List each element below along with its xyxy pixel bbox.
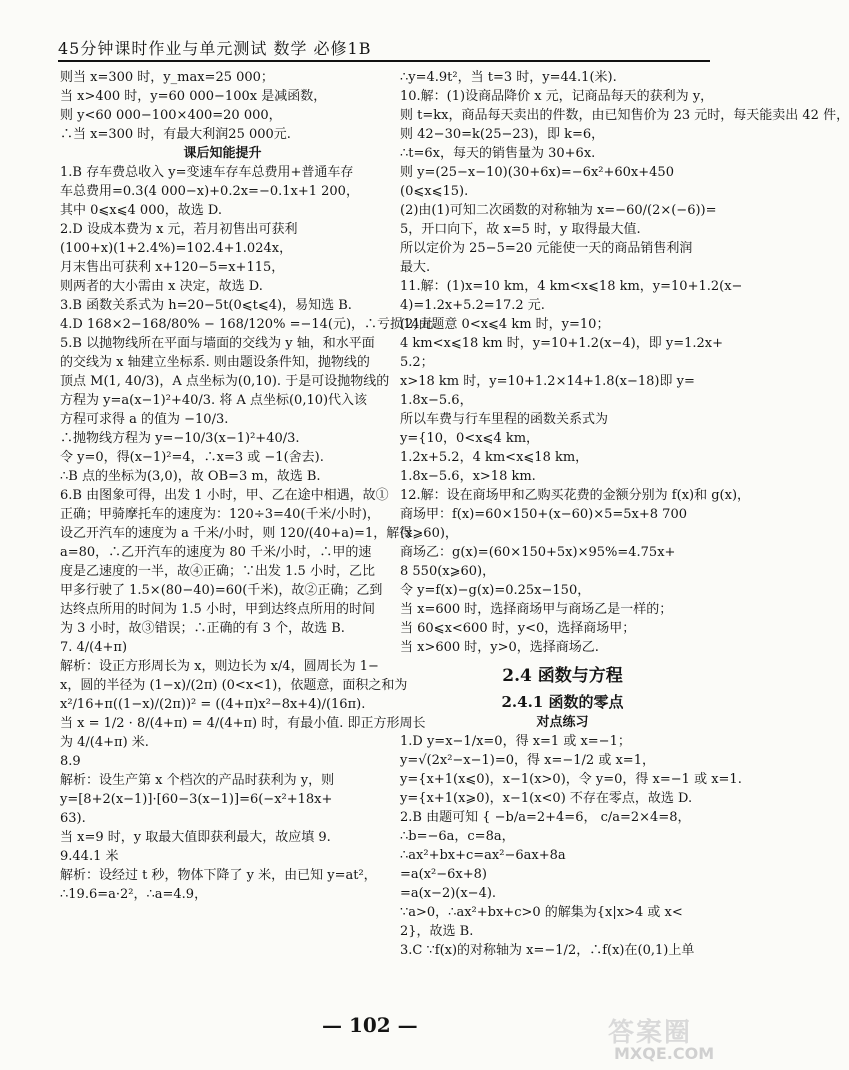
header-rule [58, 60, 710, 62]
text-line: 解析：设经过 t 秒，物体下降了 y 米，由已知 y=at²， [60, 868, 377, 883]
text-line: 4 km<x⩽18 km 时，y=10+1.2(x−4)，即 y=1.2x+ [400, 336, 723, 351]
text-line: ∴抛物线方程为 y=−10/3(x−1)²+40/3. [60, 431, 300, 446]
text-line: 为 4/(4+π) 米. [60, 735, 149, 750]
page-header: 45分钟课时作业与单元测试 数学 必修1B [58, 39, 372, 58]
text-line: 1.D y=x−1/x=0，得 x=1 或 x=−1； [400, 734, 631, 749]
text-line: 令 y=0，得(x−1)²=4，∴x=3 或 −1(舍去). [60, 450, 324, 465]
text-line: ∴ax²+bx+c=ax²−6ax+8a [400, 848, 566, 863]
text-line: 令 y=f(x)−g(x)=0.25x−150， [400, 583, 591, 598]
text-line: 6.B 由图象可得，出发 1 小时，甲、乙在途中相遇，故① [60, 488, 389, 503]
text-line: 顶点 M(1, 40/3)，A 点坐标为(0,10). 于是可设抛物线的 [60, 374, 390, 389]
text-line: 1.B 存车费总收入 y=变速车存车总费用+普通车存 [60, 165, 354, 180]
text-line: 1.8x−5.6， [400, 393, 473, 408]
text-line: (2)由(1)可知二次函数的对称轴为 x=−60/(2×(−6))= [400, 203, 717, 218]
text-line: 2}，故选 B. [400, 924, 474, 939]
text-line: 正确；甲骑摩托车的速度为：120÷3=40(千米/小时)， [60, 507, 380, 522]
text-line: ∵a>0，∴ax²+bx+c>0 的解集为{x|x>4 或 x< [400, 905, 683, 920]
text-line: 1.8x−5.6，x>18 km. [400, 469, 536, 484]
text-line: 5.2； [400, 355, 434, 370]
text-line: (0⩽x⩽15). [400, 184, 469, 199]
text-line: x²/16+π((1−x)/(2π))² = ((4+π)x²−8x+4)/(16π). [60, 697, 366, 712]
text-line: 则两者的大小需由 x 决定，故选 D. [60, 279, 263, 294]
text-line: 1.2x+5.2，4 km<x⩽18 km， [400, 450, 589, 465]
text-line: 为 3 小时，故③错误；∴正确的有 3 个，故选 B. [60, 621, 345, 636]
text-line: ∴y=4.9t²，当 t=3 时，y=44.1(米). [400, 70, 617, 85]
text-line: 2.B 由题可知 { −b/a=2+4=6， c/a=2×4=8， [400, 810, 691, 825]
text-line: 则 42−30=k(25−23)，即 k=6， [400, 127, 605, 142]
text-line: 解析：设生产第 x 个档次的产品时获利为 y，则 [60, 773, 335, 788]
page-number: — 102 — [322, 1013, 418, 1037]
text-line: 则 y=(25−x−10)(30+6x)=−6x²+60x+450 [400, 165, 674, 180]
text-line: ∴t=6x，每天的销售量为 30+6x. [400, 146, 596, 161]
text-line: 2.4.1 函数的零点 [501, 693, 624, 711]
text-line: 最大. [400, 260, 431, 275]
text-line: 课后知能提升 [183, 146, 262, 161]
text-line: y={10，0<x⩽4 km， [400, 431, 540, 446]
text-line: 4)=1.2x+5.2=17.2 元. [400, 298, 545, 313]
text-line: x，圆的半径为 (1−x)/(2π) (0<x<1)，依题意，面积之和为 [60, 678, 408, 693]
text-line: x>18 km 时，y=10+1.2×14+1.8(x−18)即 y= [400, 374, 695, 389]
text-line: 其中 0⩽x⩽4 000，故选 D. [60, 203, 222, 218]
text-line: 2.4 函数与方程 [502, 666, 623, 686]
text-line: 所以定价为 25−5=20 元能使一天的商品销售利润 [400, 241, 693, 256]
text-line: 63). [60, 811, 86, 826]
text-line: y=√(2x²−x−1)=0，得 x=−1/2 或 x=1， [400, 753, 655, 768]
text-line: 则 t=kx，商品每天卖出的件数，由已知售价为 23 元时，每天能卖出 42 件， [400, 108, 849, 123]
text-line: 5，开口向下，故 x=5 时，y 取得最大值. [400, 222, 641, 237]
text-line: 甲多行驶了 1.5×(80−40)=60(千米)，故②正确；乙到 [60, 583, 383, 598]
text-line: 则 y<60 000−100×400=20 000， [60, 108, 282, 123]
text-line: ∴b=−6a，c=8a， [400, 829, 515, 844]
text-line: (100+x)(1+2.4%)=102.4+1.024x， [60, 241, 293, 256]
text-line: ∴B 点的坐标为(3,0)，故 OB=3 m，故选 B. [60, 469, 321, 484]
text-line: 8 550(x⩾60)， [400, 564, 496, 579]
right-column [400, 68, 849, 960]
text-line: (2)由题意 0<x⩽4 km 时，y=10； [400, 317, 610, 332]
text-line: 当 x=9 时，y 取最大值即获利最大，故应填 9. [60, 830, 331, 845]
text-line: 3.B 函数关系式为 h=20−5t(0⩽t⩽4)，易知选 B. [60, 298, 352, 313]
text-line: 的交线为 x 轴建立坐标系. 则由题设条件知，抛物线的 [60, 355, 370, 370]
text-line: ∴19.6=a·2²，∴a=4.9， [60, 887, 208, 902]
text-line: 当 x>600 时，y>0，选择商场乙. [400, 640, 599, 655]
text-line: 当 x = 1/2 · 8/(4+π) = 4/(4+π) 时，有最小值. 即正方形周长 [60, 716, 426, 731]
text-line: 5.B 以抛物线所在平面与墙面的交线为 y 轴，和水平面 [60, 336, 375, 351]
text-line: 10.解：(1)设商品降价 x 元，记商品每天的获利为 y， [400, 89, 714, 104]
text-line: 8.9 [60, 754, 81, 769]
text-line: 商场甲：f(x)=60×150+(x−60)×5=5x+8 700 [400, 507, 687, 522]
watermark-url: MXQE.COM [614, 1044, 715, 1063]
text-line: 当 x=600 时，选择商场甲与商场乙是一样的； [400, 602, 673, 617]
text-line: a=80，∴乙开汽车的速度为 80 千米/小时，∴甲的速 [60, 545, 372, 560]
text-line: 对点练习 [536, 715, 589, 730]
text-line: 度是乙速度的一半，故④正确；∵出发 1.5 小时，乙比 [60, 564, 375, 579]
text-line: 商场乙：g(x)=(60×150+5x)×95%=4.75x+ [400, 545, 676, 560]
text-line: 当 x>400 时，y=60 000−100x 是减函数， [60, 89, 327, 104]
text-line: 月末售出可获利 x+120−5=x+115， [60, 260, 285, 275]
text-line: 方程可求得 a 的值为 −10/3. [60, 412, 229, 427]
text-line: y=[8+2(x−1)]·[60−3(x−1)]=6(−x²+18x+ [60, 792, 333, 807]
text-line: 2.D 设成本费为 x 元，若月初售出可获利 [60, 222, 298, 237]
text-line: 所以车费与行车里程的函数关系式为 [400, 412, 609, 427]
watermark-text: 答案圈 [608, 1018, 693, 1048]
text-line: 11.解：(1)x=10 km，4 km<x⩽18 km，y=10+1.2(x− [400, 279, 743, 294]
text-line: 4.D 168×2−168/80% − 168/120% =−14(元)，∴亏损14元. [60, 317, 437, 332]
text-line: 车总费用=0.3(4 000−x)+0.2x=−0.1x+1 200， [60, 184, 359, 199]
text-line: 3.C ∵f(x)的对称轴为 x=−1/2，∴f(x)在(0,1)上单 [400, 943, 695, 958]
text-line: 方程为 y=a(x−1)²+40/3. 将 A 点坐标(0,10)代入该 [60, 393, 368, 408]
text-line: 当 60⩽x<600 时，y<0，选择商场甲； [400, 621, 636, 636]
text-line: =a(x−2)(x−4). [400, 886, 497, 901]
text-line: 9.44.1 米 [60, 849, 119, 864]
text-line: (x⩾60)， [400, 526, 458, 541]
text-line: 设乙开汽车的速度为 a 千米/小时，则 120/(40+a)=1，解得 [60, 526, 413, 541]
text-line: 12.解：设在商场甲和乙购买花费的金额分别为 f(x)和 g(x)， [400, 488, 751, 503]
text-line: 解析：设正方形周长为 x，则边长为 x/4，圆周长为 1− [60, 659, 379, 674]
text-line: y={x+1(x⩽0)，x−1(x>0)，令 y=0，得 x=−1 或 x=1. [400, 772, 742, 787]
text-line: =a(x²−6x+8) [400, 867, 487, 882]
text-line: 达终点所用的时间为 1.5 小时，甲到达终点所用的时间 [60, 602, 375, 617]
text-line: 7. 4/(4+π) [60, 640, 128, 655]
text-line: ∴当 x=300 时，有最大利润25 000元. [60, 127, 291, 142]
watermark-logo [600, 1012, 730, 1064]
text-line: y={x+1(x⩾0)，x−1(x<0) 不存在零点，故选 D. [400, 791, 693, 806]
text-line: 则当 x=300 时，y_max=25 000； [60, 70, 274, 85]
